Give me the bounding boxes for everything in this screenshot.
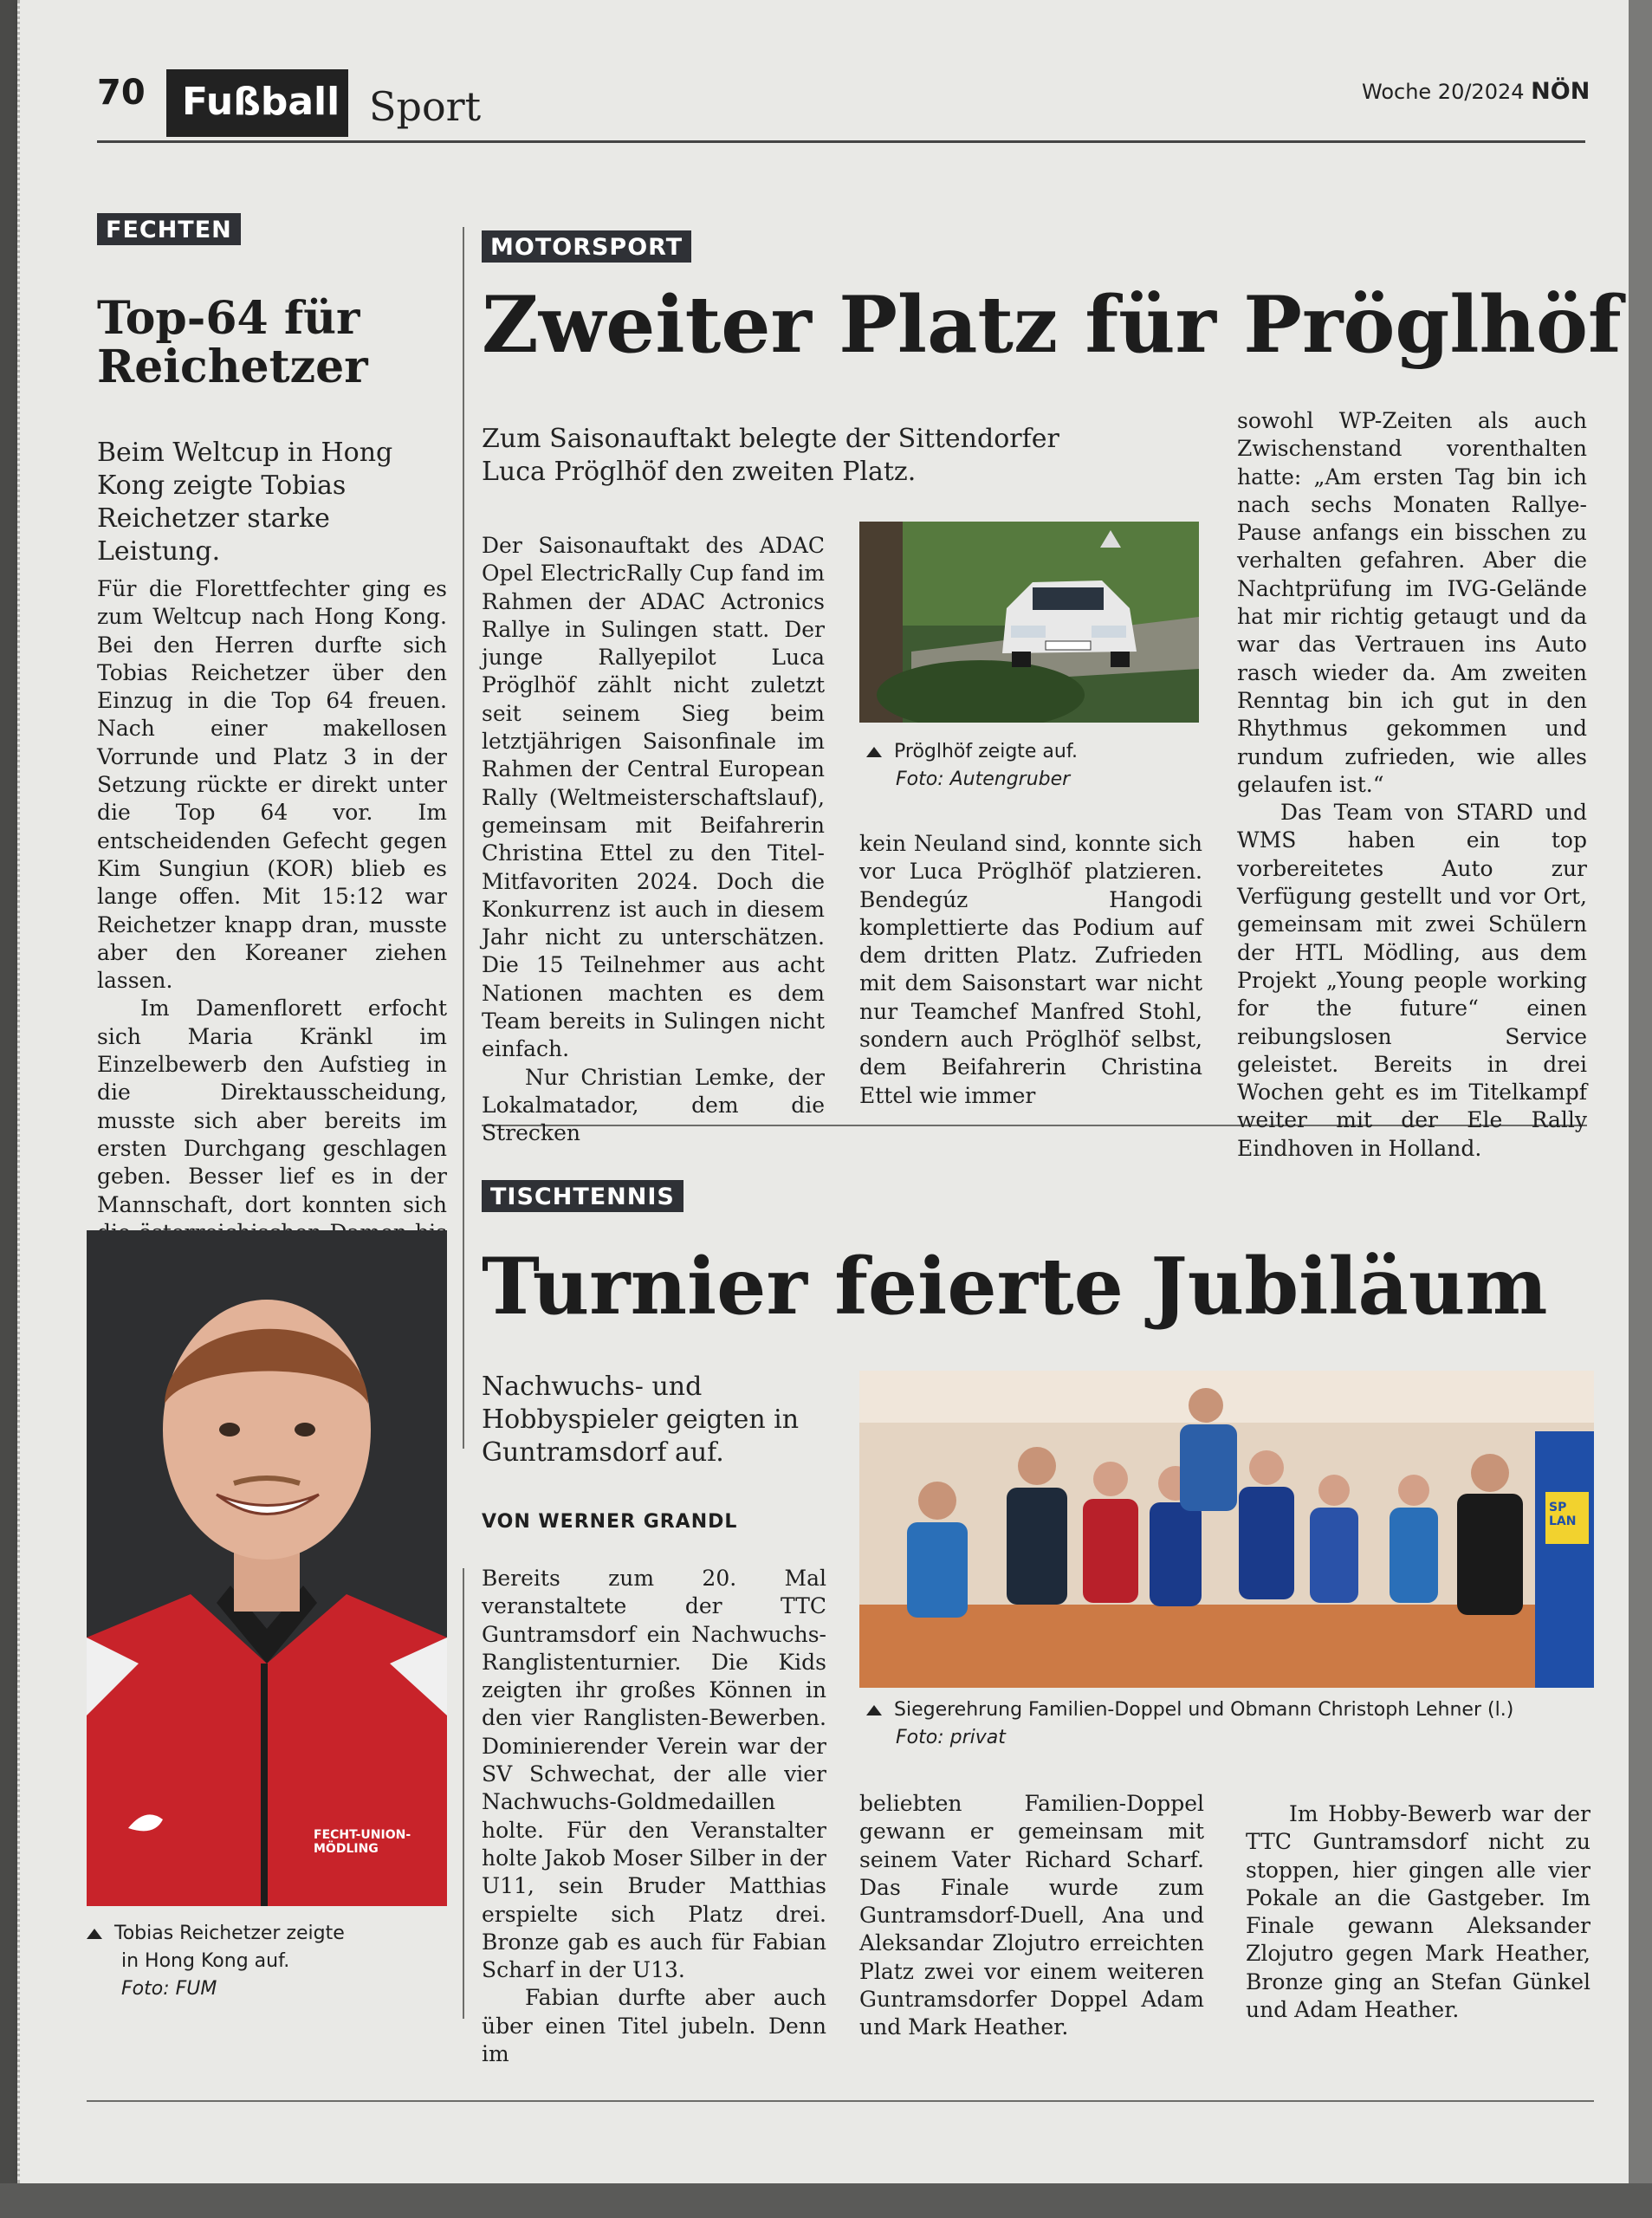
section-label: Sport bbox=[369, 83, 482, 130]
tabletennis-col1-p2: Fabian durfte aber auch über einen Titel jubeln. Denn im bbox=[482, 1985, 826, 2067]
motorsport-column-2 bbox=[859, 830, 1202, 1110]
tag-fechten: FECHTEN bbox=[97, 213, 241, 245]
fencer-portrait-illustration bbox=[87, 1230, 447, 1906]
fencing-paragraph-1: Für die Florettfechter ging es zum Weltcup nach Hong Kong. Bei den Herren durfte sich Tobias Reichetzer über den Einzug in die Top 64 freuen. Nach einer makellosen Vorrunde und Platz 3 in der Setzung rückte er direkt unter die Top 64 vor. Im entscheidenden Gefecht gegen Kim Sungiun (KOR) blieb es lange offen. Mit 15:12 war Reichetzer knapp dran, musste aber den Koreaner ziehen lassen. bbox=[97, 576, 447, 994]
rally-car-illustration bbox=[859, 522, 1199, 723]
binding-holes bbox=[17, 0, 26, 2183]
ressort-label: Fußball bbox=[166, 69, 348, 137]
fencing-headline-line2: Reichetzer bbox=[97, 340, 368, 393]
fencing-paragraph-2: Im Damenflorett erfocht sich Maria Kränkl im Einzelbewerb den Aufstieg in die Direktausscheidung, musste sich aber bereits im ersten Durchgang geschlagen geben. Besser lief es in der Mannschaft, dort konnten sich bbox=[97, 996, 447, 1217]
tabletennis-photo-credit: Foto: privat bbox=[896, 1727, 1006, 1748]
tabletennis-column-1 bbox=[482, 1565, 826, 2068]
tag-tischtennis: TISCHTENNIS bbox=[482, 1180, 683, 1212]
motorsport-headline: Zweiter Platz für Pröglhöf bbox=[482, 279, 1622, 371]
tabletennis-column-3 bbox=[1246, 1800, 1590, 2024]
motorsport-caption bbox=[866, 738, 1195, 794]
page-shadow bbox=[0, 2183, 1652, 2218]
tabletennis-headline: Turnier feierte Jubiläum bbox=[482, 1241, 1548, 1333]
caption-triangle-icon bbox=[866, 747, 882, 757]
motorsport-col1-text: Der Saisonauftakt des ADAC Opel ElectricRally Cup fand im Rahmen der ADAC Actronics Rallye in Sulingen statt. Der junge Rallyepilot Luca Pröglhöf zählt nicht zuletzt seit seinem Sieg beim letztjährigen Saisonfinale im Rahmen der Central European Rally (Weltmeisterschaftslauf), gemeinsam mit Beifahrerin Christina Ettel zu den Titel-Mitfavoriten 2024. Doch die Konkurrenz ist auch in diesem Jahr nicht zu unterschätzen. Die 15 Teilnehmer aus acht Nationen machten es dem Team bereits in Sulingen nicht einfach. bbox=[482, 533, 825, 1062]
banner-text: SP LAN bbox=[1549, 1501, 1577, 1528]
fencing-caption bbox=[87, 1920, 450, 2003]
footer-rule bbox=[87, 2100, 1594, 2102]
tabletennis-col2-text: beliebten Familien-Doppel gewann er gemeinsam mit seinem Vater Richard Scharf. Das Finale wurde zum Guntramsdorf-Duell, Ana und Aleksandar Zlojutro erreichten Platz zwei vor einem weiteren Guntramsdorfer Doppel Adam und Mark Heather. bbox=[859, 1791, 1204, 2040]
motorsport-lead: Zum Saisonauftakt belegte der Sittendorfer Luca Pröglhöf den zweiten Platz. bbox=[482, 424, 1059, 487]
motorsport-col2-text: kein Neuland sind, konnte sich vor Luca Pröglhöf platzieren. Bendegúz Hangodi komplettierte das Podium auf dem dritten Platz. Zufrieden mit dem Saisonstart war nicht nur Teamchef Manfred Stohl, sondern auch Pröglhöf selbst, dem Beifahrerin Christina Ettel wie immer bbox=[859, 831, 1202, 1108]
fencer-portrait-photo bbox=[87, 1230, 447, 1906]
fencing-body bbox=[97, 575, 447, 1274]
caption-triangle-icon bbox=[866, 1705, 882, 1715]
motorsport-col1-p2: Nur Christian Lemke, der Lokalmatador, dem die Strecken bbox=[482, 1064, 825, 1146]
caption-triangle-icon bbox=[87, 1929, 102, 1939]
issue-info bbox=[1362, 78, 1590, 105]
motorsport-photo-credit: Foto: Autengruber bbox=[896, 769, 1071, 790]
rally-car-photo bbox=[859, 522, 1199, 723]
fencing-caption-line2: in Hong Kong auf. bbox=[121, 1950, 290, 1972]
tabletennis-col1-p1: Bereits zum 20. Mal veranstaltete der TTC Guntramsdorf ein Nachwuchs-Ranglistenturnier. Die Kids zeigten ihr großes Können in den vier Ranglisten-Bewerben. Dominierender Verein war der SV Schwechat, der alle vier Nachwuchs-Goldmedaillen holte. Für den Veranstalter holte Jakob Moser Silber in der U11, sein Bruder Matthias erspielte sich Platz drei. Bronze gab es auch für Fabian Scharf in der U13. bbox=[482, 1566, 826, 1983]
tag-motorsport: MOTORSPORT bbox=[482, 230, 691, 263]
motorsport-column-1 bbox=[482, 532, 825, 1148]
column-divider-left-lower bbox=[463, 1568, 464, 2019]
fencing-lead: Beim Weltcup in Hong Kong zeigte Tobias Reichetzer starke Leistung. bbox=[97, 438, 393, 567]
award-ceremony-illustration bbox=[859, 1371, 1594, 1688]
tabletennis-lead: Nachwuchs- und Hobbyspieler geigten in Guntramsdorf auf. bbox=[482, 1372, 800, 1468]
fencing-photo-credit: Foto: FUM bbox=[121, 1978, 217, 2000]
fencing-headline-line1: Top-64 für bbox=[97, 292, 360, 345]
tabletennis-col3-text: Im Hobby-Bewerb war der TTC Guntramsdorf nicht zu stoppen, hier gingen alle vier Pokale an die Gastgeber. Im Finale gewann Aleksander Zlojutro gegen Mark Heather, Bronze ging an Stefan Günkel und Adam Heather. bbox=[1246, 1801, 1590, 2023]
next-page-edge bbox=[1629, 0, 1652, 2218]
column-divider-left bbox=[463, 227, 464, 1449]
award-ceremony-photo bbox=[859, 1371, 1594, 1688]
fencing-caption-line1: Tobias Reichetzer zeigte bbox=[114, 1923, 345, 1944]
publication-name: NÖN bbox=[1531, 78, 1590, 105]
tabletennis-caption-text: Siegerehrung Familien-Doppel und Obmann Christoph Lehner (l.) bbox=[894, 1699, 1514, 1721]
motorsport-column-3 bbox=[1237, 407, 1587, 1163]
motorsport-col3-p1: sowohl WP-Zeiten als auch Zwischenstand vorenthalten hatte: „Am ersten Tag bin ich nach sechs Monaten Rallye-Pause anfangs ein bisschen zu verhalten gefahren. Aber die Nachtprüfung im IVG-Gelände hat mir richtig getaugt und da war das Vertrauen ins Auto rasch wieder da. Am zweiten Renntag bin ich gut in den Rhythmus gekommen und rundum zufrieden, wie alles gelaufen ist.“ bbox=[1237, 408, 1587, 797]
fencing-headline bbox=[97, 292, 444, 393]
tabletennis-caption bbox=[866, 1696, 1594, 1752]
motorsport-caption-text: Pröglhöf zeigte auf. bbox=[894, 741, 1078, 762]
jacket-club-label: FECHT-UNION-MÖDLING bbox=[314, 1828, 411, 1856]
header-rule bbox=[97, 140, 1585, 143]
tabletennis-byline: VON WERNER GRANDL bbox=[482, 1511, 738, 1533]
tabletennis-column-2 bbox=[859, 1790, 1204, 2042]
page-number: 70 bbox=[97, 73, 146, 113]
motorsport-col3-p2: Das Team von STARD und WMS haben ein top vorbereitetes Auto zur Verfügung gestellt und vor Ort, gemeinsam mit zwei Schülern der HTL Mödling, aus dem Projekt „Young people working for the future“ einen reibungslosen Service geleistet. Bereits in drei Wochen geht es im Titelkampf weiter mit der Ele Rally Eindhoven in Holland. bbox=[1237, 800, 1587, 1161]
issue-week: Woche 20/2024 bbox=[1362, 80, 1525, 104]
